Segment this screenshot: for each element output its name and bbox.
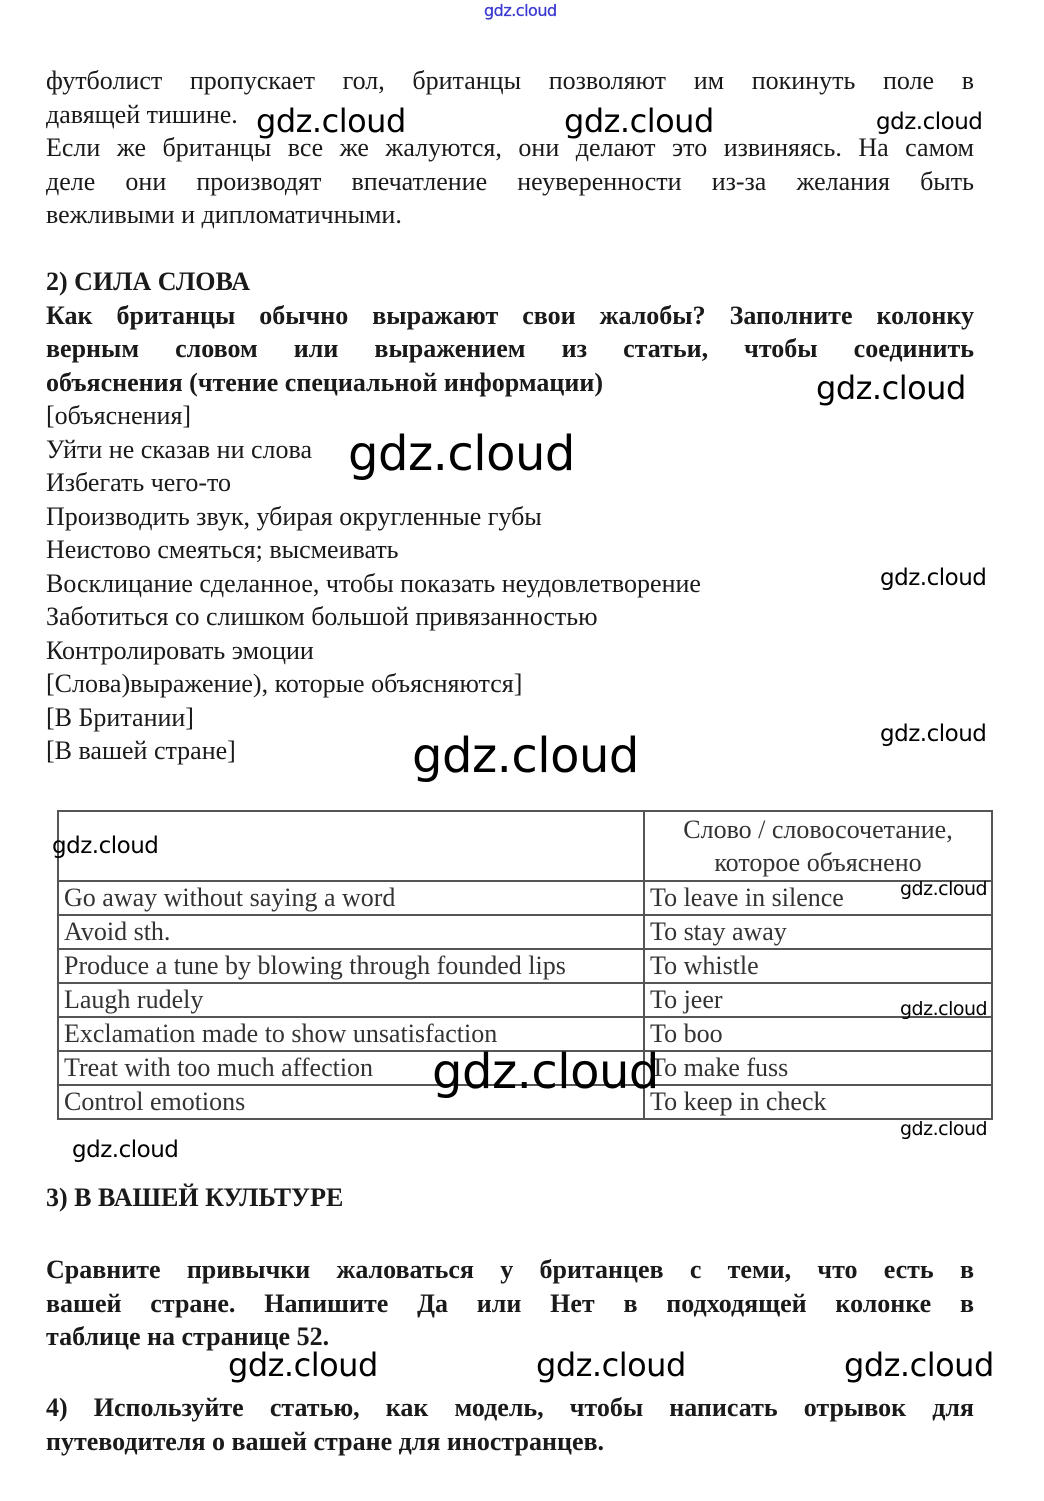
explanation-cell: Control emotions <box>58 1085 644 1119</box>
watermark: gdz.cloud <box>564 102 714 140</box>
watermark: gdz.cloud <box>900 998 988 1020</box>
explanation-cell: Avoid sth. <box>58 915 644 949</box>
word-cell: To boo <box>644 1017 992 1051</box>
explanation-cell: Laugh rudely <box>58 983 644 1017</box>
list-item: Производить звук, убирая округленные губы <box>46 501 542 531</box>
section-2 <box>46 265 974 768</box>
task-line: Как британцы обычно выражают свои жалобы? Заполните колонку <box>46 300 974 330</box>
table-row <box>58 983 992 1017</box>
section-3-task <box>46 1253 974 1354</box>
table-row <box>58 949 992 983</box>
list-item: [В вашей стране] <box>46 736 236 765</box>
task-line: верным словом или выражением из статьи, чтобы соединить <box>46 334 974 363</box>
list-item: [Слова)выражение), которые объясняются] <box>46 669 523 698</box>
task-line: таблице на странице 52. <box>46 1322 330 1351</box>
word-cell: To jeer <box>644 983 992 1017</box>
section-4 <box>46 1391 974 1458</box>
section-title: 2) СИЛА СЛОВА <box>46 267 251 296</box>
watermark: gdz.cloud <box>816 369 966 407</box>
header-cell-word <box>644 811 992 881</box>
header-line: которое объяснено <box>714 848 922 877</box>
watermark: gdz.cloud <box>484 1 557 20</box>
explanation-cell: Treat with too much affection <box>58 1051 644 1085</box>
list-item: Контролировать эмоции <box>46 635 314 665</box>
watermark: gdz.cloud <box>536 1346 686 1384</box>
text-line: Если же британцы все же жалуются, они делают это извиняясь. На самом <box>46 133 974 162</box>
task-line: 4) Используйте статью, как модель, чтобы написать отрывок для <box>46 1393 974 1422</box>
explanation-cell: Go away without saying a word <box>58 881 644 915</box>
list-item: [В Британии] <box>46 702 194 732</box>
text-line: деле они производят впечатление неуверенности из-за желания быть <box>46 166 974 196</box>
task-line: путеводителя о вашей стране для иностранцев. <box>46 1426 605 1456</box>
list-item: [объяснения] <box>46 401 192 430</box>
table-header-row <box>58 811 992 881</box>
list-item: Неистово смеяться; высмеивать <box>46 535 399 564</box>
task-line: Сравните привычки жаловаться у британцев с теми, что есть в <box>46 1255 974 1284</box>
watermark: gdz.cloud <box>256 102 406 140</box>
intro-paragraph <box>46 64 974 232</box>
table-row <box>58 881 992 915</box>
watermark: gdz.cloud <box>432 1044 659 1100</box>
word-cell: To stay away <box>644 915 992 949</box>
watermark: gdz.cloud <box>228 1346 378 1384</box>
table-row <box>58 915 992 949</box>
list-item: Уйти не сказав ни слова <box>46 434 312 464</box>
section-3 <box>46 1181 974 1215</box>
section-title: 3) В ВАШЕЙ КУЛЬТУРЕ <box>46 1183 344 1212</box>
text-line: давящей тишине. <box>46 99 238 129</box>
text-line: вежливыми и дипломатичными. <box>46 200 402 229</box>
task-line: объяснения (чтение специальной информации) <box>46 367 603 397</box>
watermark: gdz.cloud <box>900 1118 988 1140</box>
watermark: gdz.cloud <box>72 1137 179 1163</box>
watermark: gdz.cloud <box>900 878 988 900</box>
explanation-cell: Exclamation made to show unsatisfaction <box>58 1017 644 1051</box>
watermark: gdz.cloud <box>880 721 987 747</box>
watermark: gdz.cloud <box>52 833 159 859</box>
word-cell: To make fuss <box>644 1051 992 1085</box>
word-cell: To leave in silence <box>644 881 992 915</box>
list-item: Избегать чего-то <box>46 468 232 497</box>
watermark: gdz.cloud <box>348 426 575 482</box>
watermark: gdz.cloud <box>880 565 987 591</box>
word-cell: To whistle <box>644 949 992 983</box>
header-line: Слово / словосочетание, <box>683 815 953 844</box>
explanation-cell: Produce a tune by blowing through founded lips <box>58 949 644 983</box>
word-cell: To keep in check <box>644 1085 992 1119</box>
task-line: вашей стране. Напишите Да или Нет в подходящей колонке в <box>46 1288 974 1318</box>
watermark: gdz.cloud <box>844 1346 994 1384</box>
watermark: gdz.cloud <box>876 109 983 135</box>
text-line: футболист пропускает гол, британцы позволяют им покинуть поле в <box>46 66 974 95</box>
list-item: Заботиться со слишком большой привязанностью <box>46 602 598 631</box>
list-item: Восклицание сделанное, чтобы показать неудовлетворение <box>46 568 701 598</box>
watermark: gdz.cloud <box>412 728 639 784</box>
